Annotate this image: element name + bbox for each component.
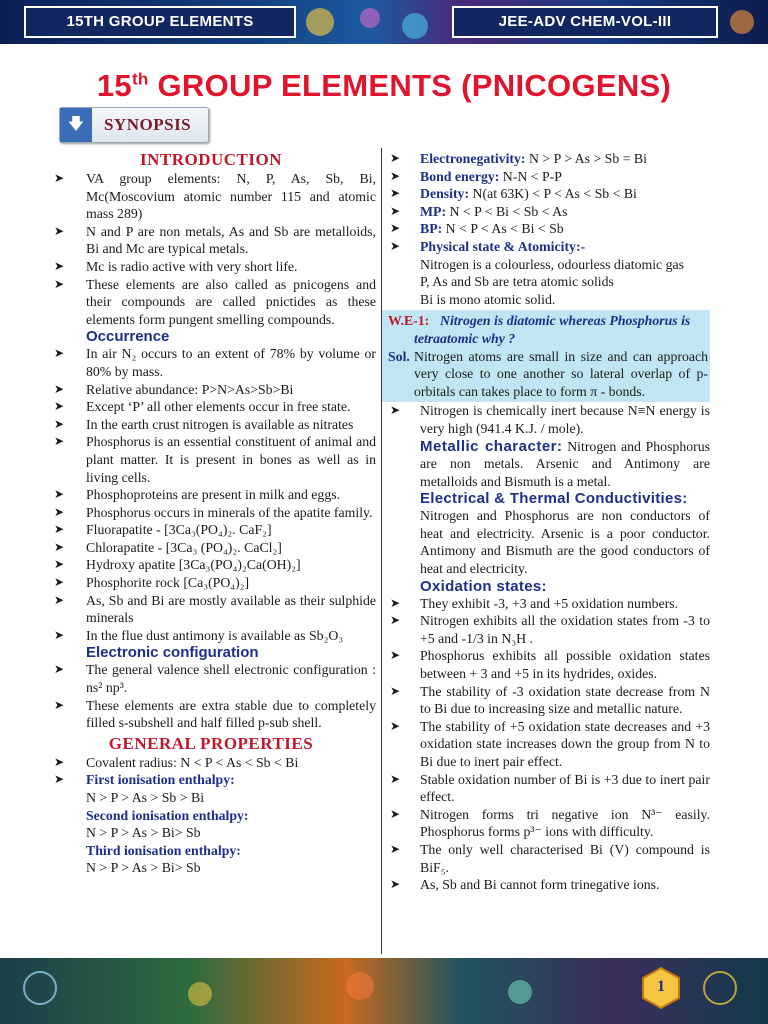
list-item: ➤ Nitrogen forms tri negative ion N³⁻ easily. Phosphorus forms p³⁻ ions with difficulty. xyxy=(390,806,710,840)
second-ie-order: N > P > As > Bi> Sb xyxy=(86,825,201,841)
banner-decoration-icon xyxy=(300,0,450,44)
synopsis-badge xyxy=(59,107,209,143)
list-item: ➤ These elements are also called as pnicogens and their compounds are called pnictides as these elements form pungent smelling compounds. xyxy=(54,276,376,327)
worked-example-question: W.E-1: Nitrogen is diatomic whereas Phosphorus is tetraatomic why ? xyxy=(388,313,691,346)
property-item: ➤ MP: N < P < Bi < Sb < As xyxy=(390,203,568,219)
property-item: ➤ Bond energy: N-N < P-P xyxy=(390,168,562,184)
list-item: ➤ The only well characterised Bi (V) compound is BiF₅. xyxy=(390,841,710,875)
volume-header-label: JEE-ADV CHEM-VOL-III xyxy=(452,6,718,38)
conductivities-text: Nitrogen and Phosphorus are non conductors of heat and electricity. Arsenic is a poor conductor. Antimony and Bismuth are the good conductors of heat and electricity. xyxy=(420,508,710,577)
list-item: ➤ Phosphorus is an essential constituent of animal and plant matter. It is present in bones as well as in living cells. xyxy=(54,434,376,485)
metallic-character: Metallic character: Nitrogen and Phosphorus are non metals. Arsenic and Antimony are metalloids and Bismuth is a metal. xyxy=(420,437,710,489)
introduction-heading: INTRODUCTION xyxy=(139,150,283,169)
bullet-arrow-icon: ➤ xyxy=(390,648,401,663)
list-item: ➤ Hydroxy apatite [3Ca₃(PO₄)₂Ca(OH)₂] xyxy=(54,557,301,573)
bullet-arrow-icon: ➤ xyxy=(54,697,65,712)
property-item: ➤ BP: N < P < As < Bi < Sb xyxy=(390,221,564,237)
list-item: ➤ Phosphoproteins are present in milk and eggs. xyxy=(54,487,341,503)
occurrence-heading: Occurrence xyxy=(86,328,170,346)
page-title: 15th GROUP ELEMENTS (PNICOGENS) xyxy=(96,68,672,103)
bullet-arrow-icon: ➤ xyxy=(54,223,65,238)
page-number: 1 xyxy=(657,978,665,995)
list-item: ➤ The general valence shell electronic configuration : ns² np³. xyxy=(54,662,376,696)
bullet-arrow-icon: ➤ xyxy=(390,186,401,201)
list-item: ➤ Nitrogen is chemically inert because N≡N energy is very high (941.4 K.J. / mole). xyxy=(390,403,710,436)
list-item: ➤ Phosphorus exhibits all possible oxidation states between + 3 and +5 in its hydrides, oxides. xyxy=(390,648,710,682)
list-item: ➤ Phosphorus occurs in minerals of the apatite family. xyxy=(54,504,373,520)
list-item: ➤ In the flue dust antimony is available as Sb₂O₃ xyxy=(54,627,344,643)
synopsis-label: SYNOPSIS xyxy=(104,115,192,134)
bullet-arrow-icon: ➤ xyxy=(390,771,401,786)
bullet-arrow-icon: ➤ xyxy=(54,539,65,554)
bullet-arrow-icon: ➤ xyxy=(390,403,401,418)
bullet-arrow-icon: ➤ xyxy=(54,592,65,607)
list-item: ➤ Stable oxidation number of Bi is +3 due to inert pair effect. xyxy=(390,771,710,805)
bullet-arrow-icon: ➤ xyxy=(54,557,65,572)
bullet-arrow-icon: ➤ xyxy=(54,416,65,431)
page-number-badge xyxy=(639,966,683,1010)
list-item: ➤ Mc is radio active with very short life. xyxy=(54,258,298,274)
first-ie-order: N > P > As > Sb > Bi xyxy=(86,790,205,805)
physical-line: P, As and Sb are tetra atomic solids xyxy=(420,274,614,290)
list-item: ➤ N and P are non metals, As and Sb are metalloids, Bi and Mc are typical metals. xyxy=(54,223,376,257)
list-item: ➤ As, Sb and Bi are mostly available as their sulphide minerals xyxy=(54,592,376,626)
bullet-arrow-icon: ➤ xyxy=(54,381,65,396)
conductivities-heading: Electrical & Thermal Conductivities: xyxy=(420,490,688,508)
list-item: ➤ Phosphorite rock [Ca₃(PO₄)₂] xyxy=(54,575,250,591)
list-item: ➤ The stability of -3 oxidation state decrease from N to Bi due to increasing size and metallic nature. xyxy=(390,683,710,717)
property-item: ➤ Density: N(at 63K) < P < As < Sb < Bi xyxy=(390,186,637,202)
banner-decoration-right-icon xyxy=(716,0,768,44)
bullet-arrow-icon: ➤ xyxy=(390,683,401,698)
list-item: ➤ Covalent radius: N < P < As < Sb < Bi xyxy=(54,754,299,770)
worked-example-box xyxy=(382,310,710,402)
second-ie-label: Second ionisation enthalpy: xyxy=(86,807,249,823)
bullet-arrow-icon: ➤ xyxy=(390,595,401,610)
bullet-arrow-icon: ➤ xyxy=(54,772,65,787)
bullet-arrow-icon: ➤ xyxy=(390,238,401,253)
right-column xyxy=(388,150,710,894)
bullet-arrow-icon: ➤ xyxy=(390,718,401,733)
third-ie-label: Third ionisation enthalpy: xyxy=(86,842,241,858)
down-arrow-icon: 🡇 xyxy=(60,108,92,142)
list-item: ➤ Chlorapatite - [3Ca₃ (PO₄)₂. CaCl₂] xyxy=(54,539,282,555)
third-ie-order: N > P > As > Bi> Sb xyxy=(86,860,201,876)
list-item: ➤ The stability of +5 oxidation state decreases and +3 oxidation state increases down the group from N to Bi due to inert pair effect. xyxy=(390,718,710,769)
worked-example-solution: Sol. Nitrogen atoms are small in size and can approach very close to one another so lateral overlap of p-orbitals can takes place to form π - bonds. xyxy=(388,348,708,399)
bullet-arrow-icon: ➤ xyxy=(390,841,401,856)
list-item: ➤ Relative abundance: P>N>As>Sb>Bi xyxy=(54,381,294,397)
list-item: ➤ Nitrogen exhibits all the oxidation states from -3 to +5 and -1/3 in N₃H . xyxy=(390,613,710,646)
list-item: ➤ VA group elements: N, P, As, Sb, Bi, Mc(Moscovium atomic number 115 and atomic mass 289) xyxy=(54,171,376,222)
list-item: ➤ These elements are extra stable due to completely filled s-subshell and half filled p-sub shell. xyxy=(54,697,376,731)
bullet-arrow-icon: ➤ xyxy=(54,276,65,291)
electronic-configuration-heading: Electronic configuration xyxy=(86,644,259,662)
list-item: ➤ Except ‘P’ all other elements occur in free state. xyxy=(54,399,351,415)
chapter-header-label: 15TH GROUP ELEMENTS xyxy=(24,6,296,38)
bullet-arrow-icon: ➤ xyxy=(390,806,401,821)
list-item: ➤ In the earth crust nitrogen is available as nitrates xyxy=(54,416,354,432)
list-item: ➤ Fluorapatite - [3Ca₃(PO₄)₂. CaF₂] xyxy=(54,522,272,538)
bullet-arrow-icon: ➤ xyxy=(54,522,65,537)
general-properties-heading: GENERAL PROPERTIES xyxy=(108,733,314,753)
column-divider xyxy=(381,148,382,954)
bullet-arrow-icon: ➤ xyxy=(54,487,65,502)
bullet-arrow-icon: ➤ xyxy=(390,151,401,165)
physical-line: Nitrogen is a colourless, odourless diatomic gas xyxy=(420,256,685,272)
property-item: ➤ Physical state & Atomicity:- xyxy=(390,238,586,254)
bullet-arrow-icon: ➤ xyxy=(54,627,65,642)
bullet-arrow-icon: ➤ xyxy=(54,399,65,414)
property-item: ➤ Electronegativity: N > P > As > Sb = Bi xyxy=(390,151,647,166)
left-column xyxy=(46,150,376,877)
list-item: ➤ They exhibit -3, +3 and +5 oxidation numbers. xyxy=(390,595,679,611)
bullet-arrow-icon: ➤ xyxy=(390,203,401,218)
bullet-arrow-icon: ➤ xyxy=(390,613,401,628)
bullet-arrow-icon: ➤ xyxy=(390,168,401,183)
list-item: ➤ As, Sb and Bi cannot form trinegative ions. xyxy=(390,877,660,893)
bullet-arrow-icon: ➤ xyxy=(54,258,65,273)
bullet-arrow-icon: ➤ xyxy=(390,221,401,236)
bullet-arrow-icon: ➤ xyxy=(54,575,65,590)
bullet-arrow-icon: ➤ xyxy=(54,434,65,449)
list-item: ➤ First ionisation enthalpy: xyxy=(54,772,235,788)
bullet-arrow-icon: ➤ xyxy=(54,754,65,769)
oxidation-states-heading: Oxidation states: xyxy=(420,577,547,595)
bullet-arrow-icon: ➤ xyxy=(54,662,65,677)
bullet-arrow-icon: ➤ xyxy=(54,504,65,519)
bullet-arrow-icon: ➤ xyxy=(390,877,401,892)
physical-line: Bi is mono atomic solid. xyxy=(420,291,556,307)
bullet-arrow-icon: ➤ xyxy=(54,346,65,361)
list-item: ➤ In air N₂ occurs to an extent of 78% by volume or 80% by mass. xyxy=(54,346,376,379)
bullet-arrow-icon: ➤ xyxy=(54,171,65,185)
